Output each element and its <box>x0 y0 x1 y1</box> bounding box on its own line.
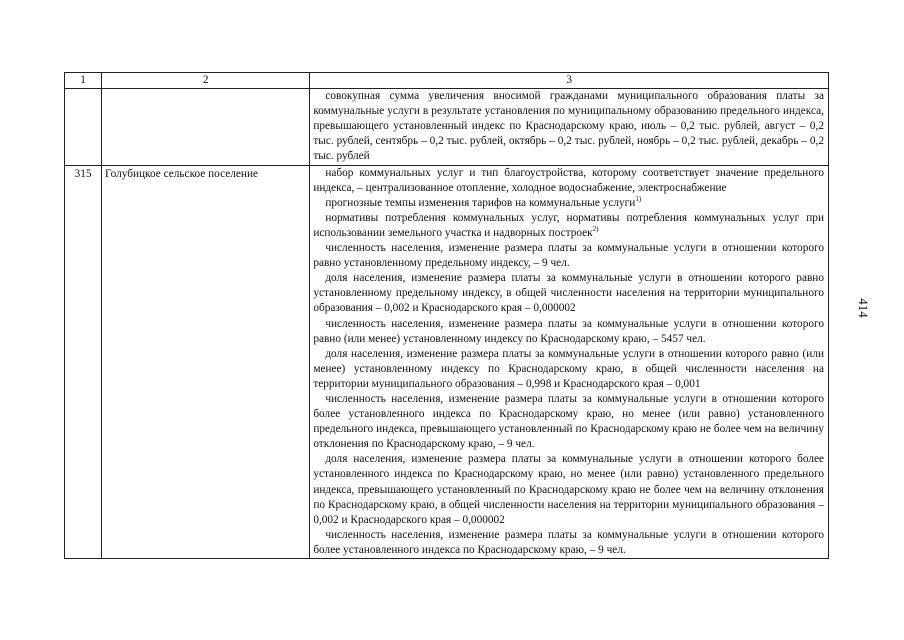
header-col-1: 1 <box>65 73 102 89</box>
paragraph: совокупная сумма увеличения вносимой гражданами муниципального образования платы за коммунальные услуги в результате установления по муниципальному образованию предельного индекса, превышающего установленный индекс по Краснодарскому краю, июль – 0,2 тыс. рублей, август – 0,2 тыс. рублей, сентябрь – 0,2 тыс. рублей, октябрь – 0,2 тыс. рублей, ноябрь – 0,2 тыс. рублей, декабрь – 0,2 тыс. рублей <box>313 90 824 163</box>
table-header-row <box>65 73 829 89</box>
paragraph: набор коммунальных услуг и тип благоустройства, которому соответствует значение предельного индекса, – централизованное отопление, холодное водоснабжение, электроснабжение <box>313 166 824 194</box>
paragraph: доля населения, изменение размера платы за коммунальные услуги в отношении которого более установленного индекса по Краснодарскому краю, но менее (или равно) установленного предельного индекса, превышающего установленный по Краснодарскому краю не более чем на величину отклонения по Краснодарскому краю, в общей численности населения на территории муниципального образования – 0,002 и Краснодарского края – 0,000002 <box>313 453 824 526</box>
paragraph <box>313 196 824 211</box>
header-col-2: 2 <box>102 73 310 89</box>
data-table <box>64 72 829 559</box>
paragraph: численность населения, изменение размера платы за коммунальные услуги в отношении которого равно установленному предельному индексу, – 9 чел. <box>313 242 824 270</box>
table-row-continued <box>65 89 829 165</box>
paragraph: доля населения, изменение размера платы за коммунальные услуги в отношении которого равно (или менее) установленному индексу по Краснодарскому краю, в общей численности населения на территории муниципального образования – 0,998 и Краснодарского края – 0,001 <box>313 347 824 390</box>
page-number: 414 <box>855 298 871 318</box>
paragraph: доля населения, изменение размера платы за коммунальные услуги в отношении которого равно установленному предельному индексу, в общей численности населения на территории муниципального образования – 0,002 и Краснодарского края – 0,000002 <box>313 272 824 315</box>
header-col-3: 3 <box>310 73 829 89</box>
details-cell <box>310 165 829 558</box>
settlement-name-cell: Голубицкое сельское поселение <box>102 165 310 558</box>
row-number-cell <box>65 89 102 165</box>
paragraph-text: нормативы потребления коммунальных услуг, нормативы потребления коммунальных услуг при использовании земельного участка и надворных построек <box>313 211 824 239</box>
settlement-cell <box>102 89 310 165</box>
row-number-cell: 315 <box>65 165 102 558</box>
details-cell <box>310 89 829 165</box>
table-row-315 <box>65 165 829 558</box>
paragraph-text: прогнозные темпы изменения тарифов на коммунальные услуги <box>325 196 636 209</box>
footnote-marker: 1) <box>635 194 642 203</box>
paragraph: численность населения, изменение размера платы за коммунальные услуги в отношении которого более установленного индекса по Краснодарскому краю, – 9 чел. <box>313 528 824 556</box>
paragraph: численность населения, изменение размера платы за коммунальные услуги в отношении которого более установленного индекса по Краснодарскому краю, но менее (или равно) установленного предельного индекса, превышающего установленный по Краснодарскому краю не более чем на величину отклонения по Краснодарскому краю, – 9 чел. <box>313 392 824 451</box>
footnote-marker: 2) <box>592 225 599 234</box>
paragraph <box>313 211 824 241</box>
paragraph: численность населения, изменение размера платы за коммунальные услуги в отношении которого равно (или менее) установленному индексу по Краснодарскому краю, – 5457 чел. <box>313 317 824 345</box>
